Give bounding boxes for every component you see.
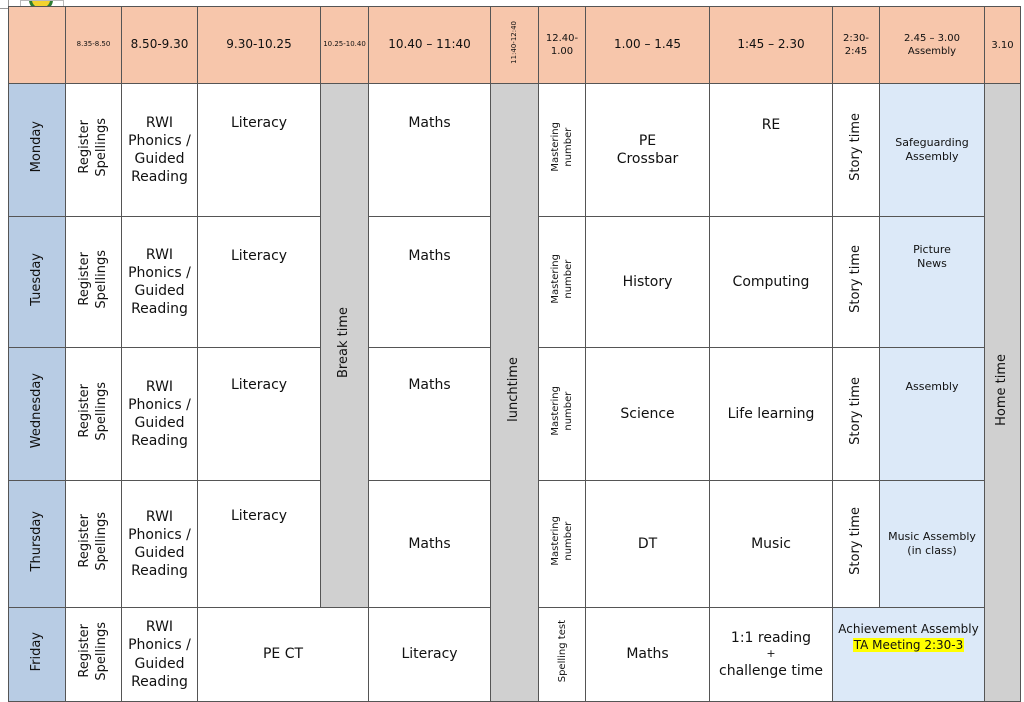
rwi-phonics-cell: RWI Phonics / Guided Reading — [122, 217, 198, 348]
achievement-assembly-label: Achievement Assembly — [838, 622, 979, 636]
header-time-pm1: 1.00 – 1.45 — [586, 7, 710, 84]
wednesday-assembly: Assembly — [880, 348, 985, 481]
story-time-cell: Story time — [833, 481, 880, 608]
day-wednesday: Wednesday — [9, 348, 66, 481]
wednesday-session1: Literacy — [198, 348, 321, 481]
mastering-number-cell: Mastering number — [539, 481, 586, 608]
header-assembly-time: 2.45 – 3.00 — [904, 33, 960, 44]
header-blank — [9, 7, 66, 84]
register-spellings-cell: Register Spellings — [66, 608, 122, 702]
lunchtime-block: lunchtime — [491, 84, 539, 702]
wednesday-session2: Maths — [369, 348, 491, 481]
ta-meeting-highlight: TA Meeting 2:30-3 — [853, 637, 964, 652]
header-time-register: 8.35-8.50 — [66, 7, 122, 84]
story-time-cell: Story time — [833, 84, 880, 217]
tuesday-session2: Maths — [369, 217, 491, 348]
monday-session1: Literacy — [198, 84, 321, 217]
timetable — [8, 6, 1021, 702]
monday-pm2: RE — [710, 84, 833, 217]
register-spellings-cell: Register Spellings — [66, 217, 122, 348]
mastering-number-cell: Mastering number — [539, 348, 586, 481]
thursday-pm1: DT — [586, 481, 710, 608]
register-spellings-cell: Register Spellings — [66, 481, 122, 608]
home-time-block: Home time — [985, 84, 1021, 702]
register-spellings-cell: Register Spellings — [66, 84, 122, 217]
day-friday: Friday — [9, 608, 66, 702]
friday-session1: PE CT — [198, 608, 369, 702]
rwi-phonics-cell: RWI Phonics / Guided Reading — [122, 608, 198, 702]
rwi-phonics-cell: RWI Phonics / Guided Reading — [122, 84, 198, 217]
tuesday-pm1: History — [586, 217, 710, 348]
day-monday: Monday — [9, 84, 66, 217]
day-tuesday: Tuesday — [9, 217, 66, 348]
header-time-session1: 9.30-10.25 — [198, 7, 321, 84]
tuesday-session1: Literacy — [198, 217, 321, 348]
wednesday-pm1: Science — [586, 348, 710, 481]
header-time-phonics: 8.50-9.30 — [122, 7, 198, 84]
header-time-pm2: 1:45 – 2.30 — [710, 7, 833, 84]
friday-achievement-assembly — [833, 608, 985, 702]
thursday-pm2: Music — [710, 481, 833, 608]
row-monday — [9, 84, 1021, 217]
header-assembly-label: Assembly — [907, 46, 957, 57]
thursday-assembly: Music Assembly (in class) — [880, 481, 985, 608]
rwi-phonics-cell: RWI Phonics / Guided Reading — [122, 348, 198, 481]
thursday-session2: Maths — [369, 481, 491, 608]
tuesday-assembly: Picture News — [880, 217, 985, 348]
monday-assembly: Safeguarding Assembly — [880, 84, 985, 217]
mastering-number-cell: Mastering number — [539, 217, 586, 348]
header-assembly — [880, 7, 985, 84]
header-time-break: 10.25-10.40 — [321, 7, 369, 84]
monday-session2: Maths — [369, 84, 491, 217]
story-time-cell: Story time — [833, 217, 880, 348]
day-thursday: Thursday — [9, 481, 66, 608]
friday-pm2: 1:1 reading + challenge time — [710, 608, 833, 702]
header-time-lunch: 11:40-12:40 — [491, 7, 539, 84]
tuesday-pm2: Computing — [710, 217, 833, 348]
wednesday-pm2: Life learning — [710, 348, 833, 481]
monday-pm1: PE Crossbar — [586, 84, 710, 217]
header-time-session2: 10.40 – 11:40 — [369, 7, 491, 84]
register-spellings-cell: Register Spellings — [66, 348, 122, 481]
header-time-story: 2:30-2:45 — [833, 7, 880, 84]
header-end-time: 3.10 — [985, 7, 1021, 84]
header-time-mastering: 12.40-1.00 — [539, 7, 586, 84]
header-row — [9, 7, 1021, 84]
friday-session2: Literacy — [369, 608, 491, 702]
break-time-block: Break time — [321, 84, 369, 608]
story-time-cell: Story time — [833, 348, 880, 481]
friday-pm1: Maths — [586, 608, 710, 702]
mastering-number-cell: Mastering number — [539, 84, 586, 217]
rwi-phonics-cell: RWI Phonics / Guided Reading — [122, 481, 198, 608]
spelling-test-cell: Spelling test — [539, 608, 586, 702]
thursday-session1: Literacy — [198, 481, 321, 608]
